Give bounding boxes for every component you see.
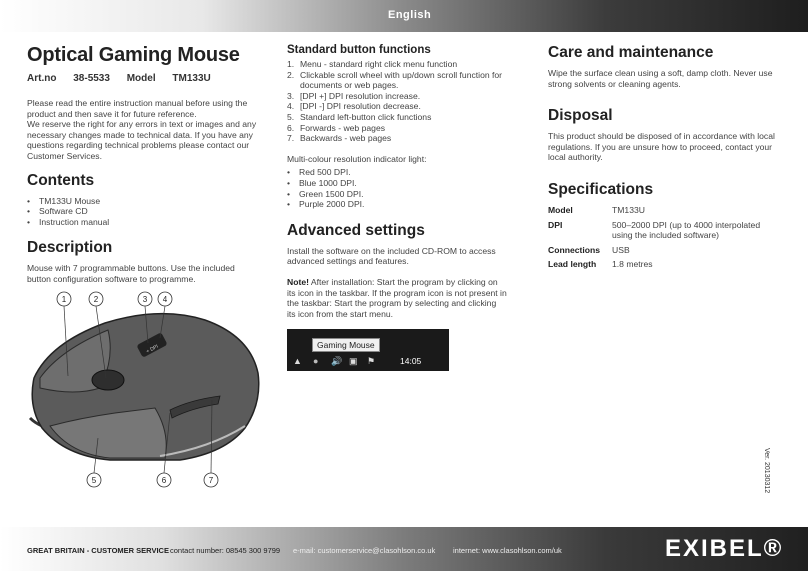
list-item: • Red 500 DPI. [287,167,507,178]
chevron-up-icon: ▲ [293,356,302,366]
list-item: • Green 1500 DPI. [287,189,507,200]
art-label: Art.no [27,73,57,84]
list-item [287,91,507,102]
item-number: 4. [287,101,295,112]
description-text: Mouse with 7 programmable buttons. Use the included button configuration software to programme. [27,263,235,284]
callout-label: 4 [162,295,168,304]
network-icon[interactable]: ▣ [349,356,358,366]
table-row [548,259,778,274]
buttons-heading: Standard button functions [287,44,431,56]
item-number: 1. [287,59,295,69]
care-heading: Care and maintenance [548,44,714,61]
intro-text [27,98,257,162]
page-title: Optical Gaming Mouse [27,44,240,66]
spec-heading: Specifications [548,180,654,198]
indicator-intro: Multi-colour resolution indicator light: [287,153,427,164]
list-item: • Blue 1000 DPI. [287,178,507,189]
callout-label: 5 [91,476,97,485]
item-text: [DPI -] DPI resolution decrease. [300,101,421,112]
list-item: • Instruction manual [27,217,257,228]
item-text: Menu - standard right click menu function [300,59,458,69]
spec-value: 1.8 metres [612,259,653,270]
table-row [548,245,778,260]
list-item: • Software CD [27,206,257,217]
contents-list [27,196,257,228]
volume-icon[interactable]: 🔊 [331,356,343,366]
callout-label: 2 [93,295,99,304]
callout-label: 7 [208,476,214,485]
column-middle [287,44,507,329]
list-item [287,133,507,144]
item-number: 3. [287,90,295,101]
spec-key: Lead length [548,259,597,270]
item-text: Clickable scroll wheel with up/down scroll function for documents or web pages. [300,69,503,91]
item-number: 5. [287,111,295,122]
spec-key: Model [548,204,573,215]
contents-heading: Contents [27,171,95,189]
column-left [27,44,257,295]
list-item: • Purple 2000 DPI. [287,199,507,210]
mouse-app-icon[interactable]: ● [313,356,319,366]
table-row [548,205,778,220]
item-number: 7. [287,133,295,144]
callout-label: 6 [161,476,167,485]
list-item [287,101,507,112]
column-right [548,44,778,274]
taskbar-screenshot [287,329,449,371]
intro-line-2: We reserve the right for any errors in text or images and any necessary changes made to technical data. If you have any questions regarding technical problems please contact our Customer Services. [27,119,257,161]
item-number: 2. [287,69,295,80]
footer-email[interactable]: e-mail: customerservice@clasohlson.co.uk [293,546,436,555]
article-line [27,73,257,84]
version-label: Ver. 20130312 [763,448,770,494]
buttons-list [287,59,507,144]
list-item [287,70,507,91]
top-bar [0,0,808,32]
disposal-text: This product should be disposed of in accordance with local regulations. If you are unsure how to proceed, contact your local authority. [548,131,775,163]
mouse-dpi-label: + DPI [145,343,160,355]
list-item [287,112,507,123]
language-label: English [388,9,432,21]
indicator-list [287,167,507,209]
footer-bar [0,527,808,571]
advanced-text: Install the software on the included CD-ROM to access advanced settings and features. [287,245,496,267]
list-item [287,59,507,70]
spec-key: Connections [548,244,601,255]
taskbar-clock: 14:05 [400,356,422,366]
callout-label: 1 [61,295,67,304]
note-label: Note! [287,276,309,287]
item-number: 6. [287,122,295,133]
brand-logo: EXIBEL® [665,535,784,562]
intro-line-1: Please read the entire instruction manual before using the product and then save it for future reference. [27,98,248,119]
spec-key: DPI [548,219,563,230]
table-row [548,220,778,245]
art-number: 38-5533 [73,73,110,84]
model-label: Model [126,73,156,84]
mouse-illustration [20,288,270,488]
item-text: Forwards - web pages [300,122,386,133]
care-text: Wipe the surface clean using a soft, damp cloth. Never use strong solvents or cleaning agents. [548,68,773,89]
footer-web[interactable]: internet: www.clasohlson.com/uk [453,546,562,555]
advanced-heading: Advanced settings [287,221,425,239]
description-heading: Description [27,239,113,257]
note-body: After installation: Start the program by clicking on its icon in the taskbar. If the program icon is not present in the taskbar: Start the program by selecting and clicking its icon from the start menu. [287,276,507,319]
callout-label: 3 [142,295,148,304]
disposal-heading: Disposal [548,107,613,125]
spec-value: TM133U [612,204,645,215]
footer-contact: contact number: 08545 300 9799 [170,546,281,555]
item-text: [DPI +] DPI resolution increase. [300,90,421,101]
spec-value: USB [612,244,630,255]
taskbar-tooltip: Gaming Mouse [312,338,380,352]
footer-region: GREAT BRITAIN - CUSTOMER SERVICE [27,546,169,555]
item-text: Standard left-button click functions [300,111,432,122]
list-item [287,123,507,134]
spec-value: 500–2000 DPI (up to 4000 interpolated using the included software) [612,219,761,241]
list-item: • TM133U Mouse [27,196,257,207]
item-text: Backwards - web pages [300,133,392,144]
note-text [287,277,507,319]
flag-icon[interactable]: ⚑ [367,356,376,366]
model-value: TM133U [172,73,211,84]
spec-table [548,205,778,274]
